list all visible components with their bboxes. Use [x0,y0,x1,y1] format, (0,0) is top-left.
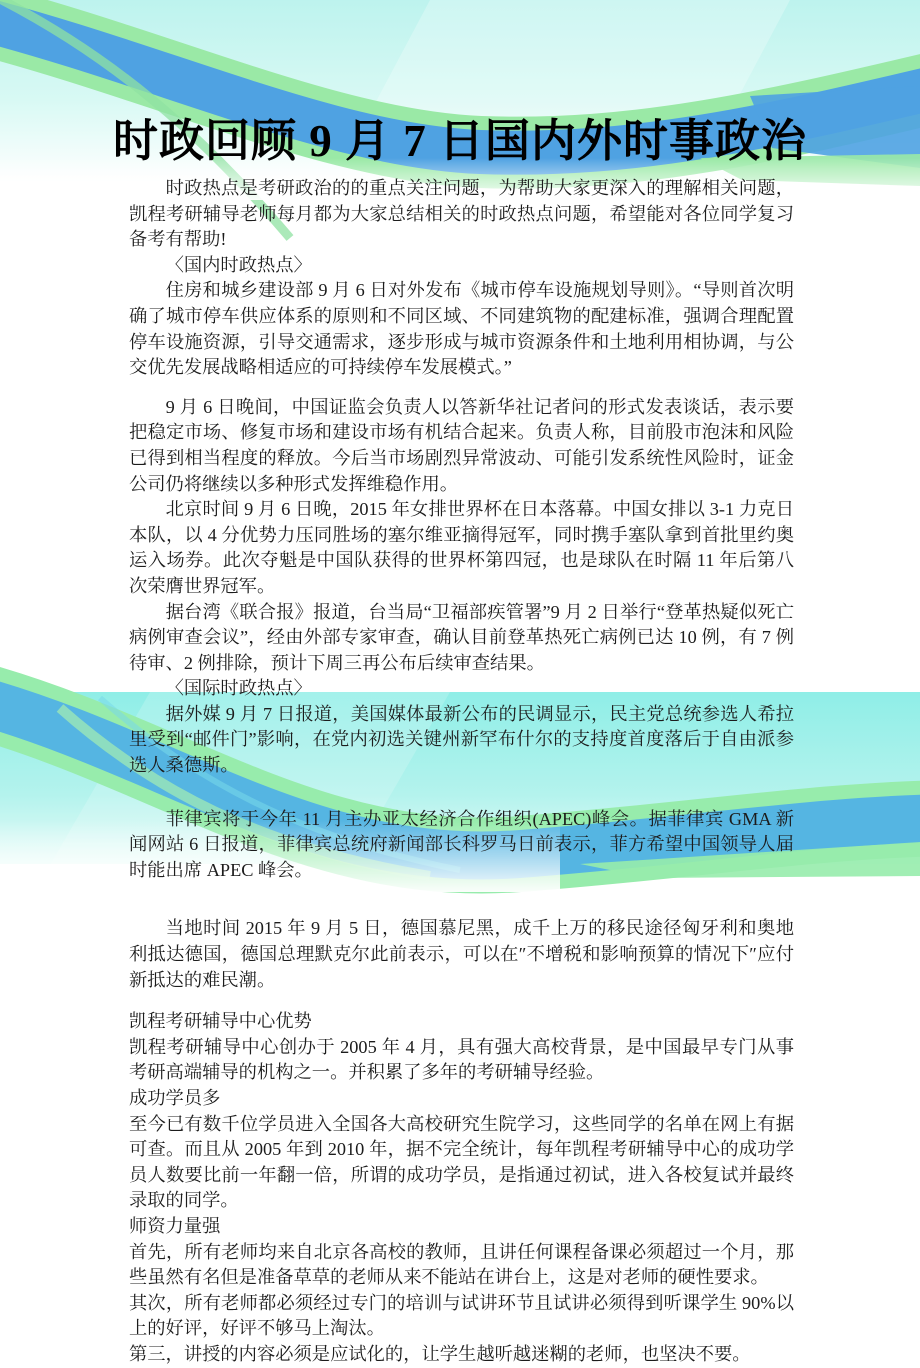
paragraph-apec: 菲律宾将于今年 11 月主办亚太经济合作组织(APEC)峰会。据菲律宾 GMA 新闻网站 6 日报道，菲律宾总统府新闻部长科罗马日前表示，菲方希望中国领导人届时能出席 APEC 峰会。 [129,808,794,880]
page-title: 时政回顾 9 月 7 日国内外时事政治 [112,116,807,166]
paragraph-kaicheng-founded: 凯程考研辅导中心创办于 2005 年 4 月，具有强大高校背景，是中国最早专门从事考研高端辅导的机构之一。并积累了多年的考研辅导经验。 [129,1036,794,1083]
header-banner [0,0,920,200]
heading-successful-students: 成功学员多 [129,1088,221,1108]
paragraph-intro: 时政热点是考研政治的的重点关注问题，为帮助大家更深入的理解相关问题，凯程考研辅导老师每月都为大家总结相关的时政热点问题，希望能对各位同学复习备考有帮助! [129,178,794,250]
paragraph-successful-students: 至今已有数千位学员进入全国各大高校研究生院学习，这些同学的名单在网上有据可查。而且从 2005 年到 2010 年，据不完全统计，每年凯程考研辅导中心的成功学员人数要比前一年翻一倍，所谓的成功学员，是指通过初试，进入各校复试并最终录取的同学。 [129,1113,794,1211]
paragraph-faculty-second: 其次，所有老师都必须经过专门的培训与试讲环节且试讲必须得到听课学生 90%以上的好评，好评不够马上淘汰。 [129,1292,794,1339]
heading-international-hotspots: 〈国际时政热点〉 [165,678,312,699]
paragraph-parking-guideline: 住房和城乡建设部 9 月 6 日对外发布《城市停车设施规划导则》。“导则首次明确了城市停车供应体系的原则和不同区域、不同建筑物的配建标准，强调合理配置停车设施资源，引导交通需求，逐步形成与城市资源条件和土地利用相协调，与公交优先发展战略相适应的可持续停车发展模式。” [129,280,794,378]
paragraph-csrc: 9 月 6 日晚间，中国证监会负责人以答新华社记者问的形式发表谈话，表示要把稳定市场、修复市场和建设市场有机结合起来。负责人称，目前股市泡沫和风险已得到相当程度的释放。今后当市场剧烈异常波动、可能引发系统性风险时，证金公司仍将继续以多种形式发挥维稳作用。 [129,396,794,494]
wave-decoration-top [0,0,920,200]
paragraph-faculty-first: 首先，所有老师均来自北京各高校的教师，且讲任何课程备课必须超过一个月，那些虽然有名但是准备草草的老师从来不能站在讲台上，这是对老师的硬性要求。 [129,1241,794,1288]
article-body [129,176,794,1368]
heading-kaicheng-advantage: 凯程考研辅导中心优势 [129,1011,312,1032]
heading-faculty-strength: 师资力量强 [129,1215,221,1236]
paragraph-faculty-third: 第三，讲授的内容必须是应试化的，让学生越听越迷糊的老师，也坚决不要。 [129,1343,751,1364]
paragraph-taiwan-dengue: 据台湾《联合报》报道，台当局“卫福部疾管署”9 月 2 日举行“登革热疑似死亡病例审查会议”，经由外部专家审查，确认目前登革热死亡病例已达 10 例，有 7 例待审、2 例排除，预计下周三再公布后续审查结果。 [129,601,794,673]
heading-domestic-hotspots: 〈国内时政热点〉 [165,254,312,275]
paragraph-volleyball: 北京时间 9 月 6 日晚，2015 年女排世界杯在日本落幕。中国女排以 3-1 力克日本队，以 4 分优势力压同胜场的塞尔维亚摘得冠军，同时携手塞队拿到首批里约奥运入场券。此次夺魁是中国队获得的世界杯第四冠，也是球队在时隔 11 年后第八次荣膺世界冠军。 [129,499,794,596]
paragraph-refugees: 当地时间 2015 年 9 月 5 日，德国慕尼黑，成千上万的移民途径匈牙利和奥地利抵达德国，德国总理默克尔此前表示，可以在″不增税和影响预算的情况下″应付新抵达的难民潮。 [129,918,794,990]
paragraph-hillary: 据外媒 9 月 7 日报道，美国媒体最新公布的民调显示，民主党总统参选人希拉里受到“邮件门”影响，在党内初选关键州新罕布什尔的支持度首度落后于自由派参选人桑德斯。 [129,703,794,776]
